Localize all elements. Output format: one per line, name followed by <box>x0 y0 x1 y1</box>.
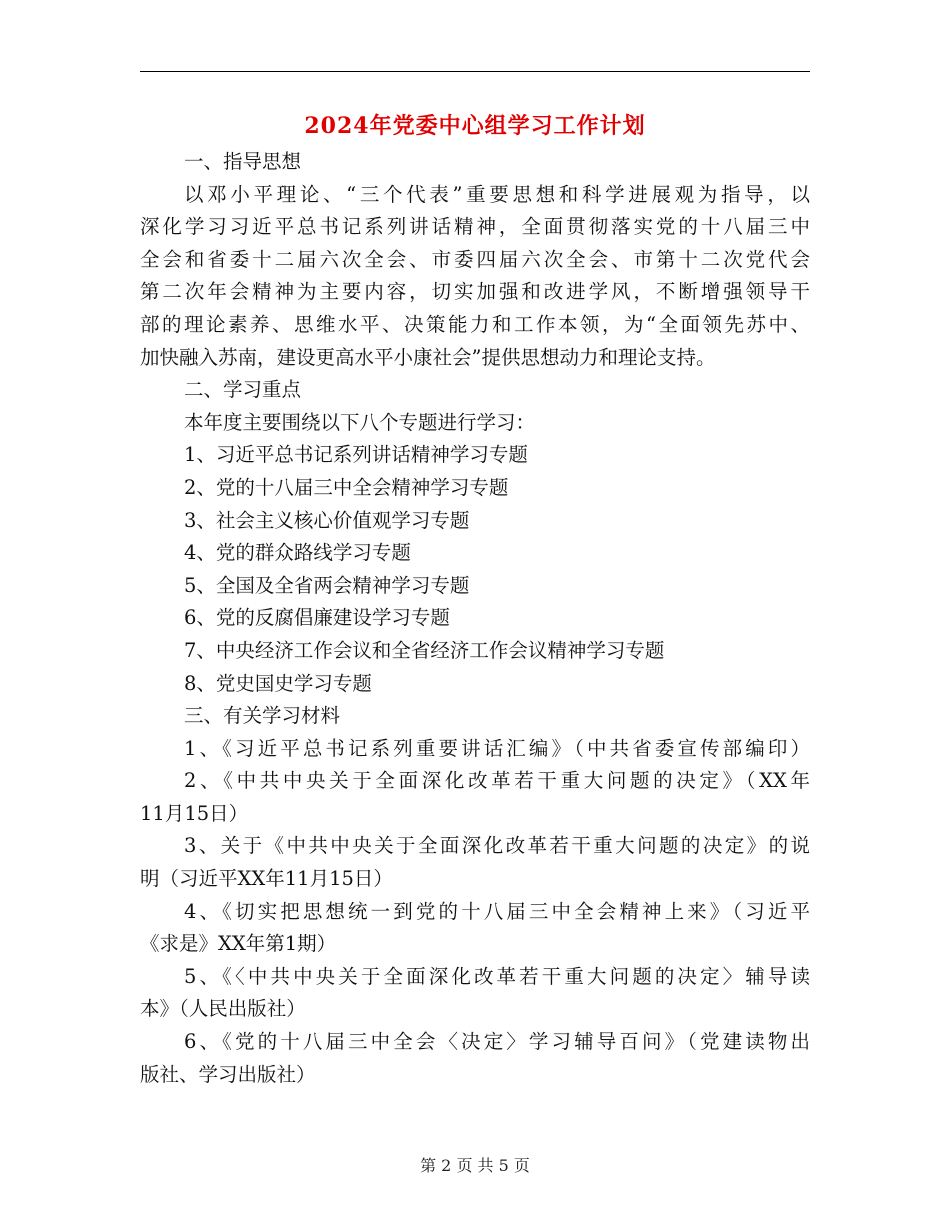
text-line: 11月15日） <box>140 801 249 825</box>
text-line: 3、关于《中共中央关于全面深化改革若干重大问题的决定》的说 <box>184 834 810 858</box>
text-line: 6、《党的十八届三中全会〈决定〉学习辅导百问》（党建读物出 <box>184 1030 810 1054</box>
text-line: 全会和省委十二届六次全会、市委四届六次全会、市第十二次党代会 <box>140 247 810 271</box>
text-line: 版社、学习出版社） <box>140 1062 316 1086</box>
text-line: 二、学习重点 <box>184 378 302 402</box>
text-line: 部的理论素养、思维水平、决策能力和工作本领，为“全面领先苏中、 <box>140 312 810 336</box>
text-line: 4、党的群众路线学习专题 <box>184 541 411 565</box>
text-line: 2、党的十八届三中全会精神学习专题 <box>184 475 509 499</box>
text-line: 6、党的反腐倡廉建设学习专题 <box>184 606 450 630</box>
text-line: 8、党史国史学习专题 <box>184 671 372 695</box>
text-line: 三、有关学习材料 <box>184 704 341 728</box>
text-line: 5、《〈中共中央关于全面深化改革若干重大问题的决定〉辅导读 <box>184 964 810 988</box>
page-title: 2024年党委中心组学习工作计划 <box>304 113 646 139</box>
header-rule <box>140 71 810 72</box>
text-line: 第二次年会精神为主要内容，切实加强和改进学风，不断增强领导干 <box>140 280 810 304</box>
text-line: 一、指导思想 <box>184 150 302 173</box>
text-line: 以邓小平理论、“三个代表”重要思想和科学进展观为指导，以 <box>184 182 810 206</box>
text-line: 本》（人民出版社） <box>140 997 306 1021</box>
text-line: 加快融入苏南，建设更高水平小康社会”提供思想动力和理论支持。 <box>140 345 716 369</box>
text-line: 明（习近平XX年11月15日） <box>140 867 393 891</box>
text-line: 4、《切实把思想统一到党的十八届三中全会精神上来》（习近平 <box>184 899 810 923</box>
text-line: 1、《习近平总书记系列重要讲话汇编》（中共省委宣传部编印） <box>184 736 810 760</box>
document-body <box>140 146 810 1091</box>
text-line: 本年度主要围绕以下八个专题进行学习： <box>184 410 536 434</box>
text-line: 1、习近平总书记系列讲话精神学习专题 <box>184 443 528 467</box>
text-line: 5、全国及全省两会精神学习专题 <box>184 573 470 597</box>
text-line: 深化学习习近平总书记系列讲话精神，全面贯彻落实党的十八届三中 <box>140 215 810 239</box>
text-line: 《求是》XX年第1期） <box>140 932 337 956</box>
page-number: 第 2 页 共 5 页 <box>420 1156 530 1175</box>
text-line: 3、社会主义核心价值观学习专题 <box>184 508 470 532</box>
text-line: 2、《中共中央关于全面深化改革若干重大问题的决定》（XX年 <box>184 769 810 793</box>
text-line: 7、中央经济工作会议和全省经济工作会议精神学习专题 <box>184 638 665 662</box>
